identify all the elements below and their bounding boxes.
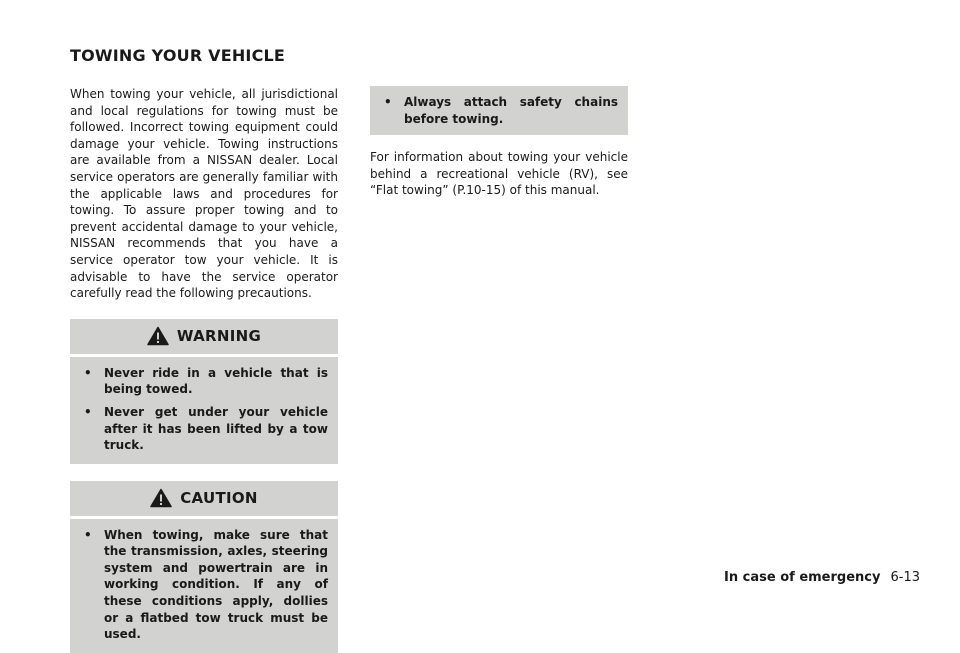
- safety-chains-item: [384, 94, 618, 127]
- warning-item: [84, 365, 328, 398]
- intro-paragraph: When towing your vehicle, all jurisdictional and local regulations for towing must be followed. Incorrect towing equipment could damage your vehicle. Towing instructions are available from a NISSAN dealer. Local service operators are generally familiar with the applicable laws and procedures for towing. To assure proper towing and to prevent accidental damage to your vehicle, NISSAN recommends that you have a service operator tow your vehicle. It is advisable to have the service operator carefully read the following precautions.: [70, 87, 338, 301]
- warning-body: [70, 354, 338, 464]
- warning-item-text: Never ride in a vehicle that is being towed.: [104, 365, 328, 397]
- safety-chains-text: Always attach safety chains before towing.: [404, 95, 618, 126]
- caution-header: [70, 481, 338, 516]
- bullet-marker: •: [84, 365, 92, 380]
- bullet-marker: •: [84, 404, 92, 419]
- warning-label: WARNING: [176, 327, 262, 346]
- bullet-marker: •: [84, 527, 92, 542]
- caution-item-text: When towing, make sure that the transmission, axles, steering system and powertrain are in working condition. If any of these conditions apply, dollies or a flatbed tow truck must be used.: [104, 527, 328, 642]
- warning-item: [84, 404, 328, 454]
- caution-box: [70, 481, 338, 653]
- left-column: [70, 86, 338, 653]
- page-number: 6-13: [890, 570, 920, 585]
- warning-triangle-icon: [150, 488, 172, 508]
- caution-item: [84, 527, 328, 643]
- warning-triangle-icon: [147, 326, 169, 346]
- warning-item-text: Never get under your vehicle after it has been lifted by a tow truck.: [104, 404, 328, 453]
- page-footer: [724, 570, 920, 585]
- footer-section-name: In case of emergency: [724, 570, 881, 585]
- bullet-marker: •: [384, 95, 392, 109]
- caution-label: CAUTION: [180, 489, 258, 508]
- warning-header: [70, 319, 338, 354]
- section-title: TOWING YOUR VEHICLE: [70, 46, 286, 65]
- rv-towing-paragraph: For information about towing your vehicle behind a recreational vehicle (RV), see “Flat towing” (P.10-15) of this manual.: [370, 150, 628, 198]
- caution-body: [70, 516, 338, 653]
- warning-box: [70, 319, 338, 464]
- safety-chains-box: [370, 86, 628, 135]
- right-column: [370, 86, 628, 199]
